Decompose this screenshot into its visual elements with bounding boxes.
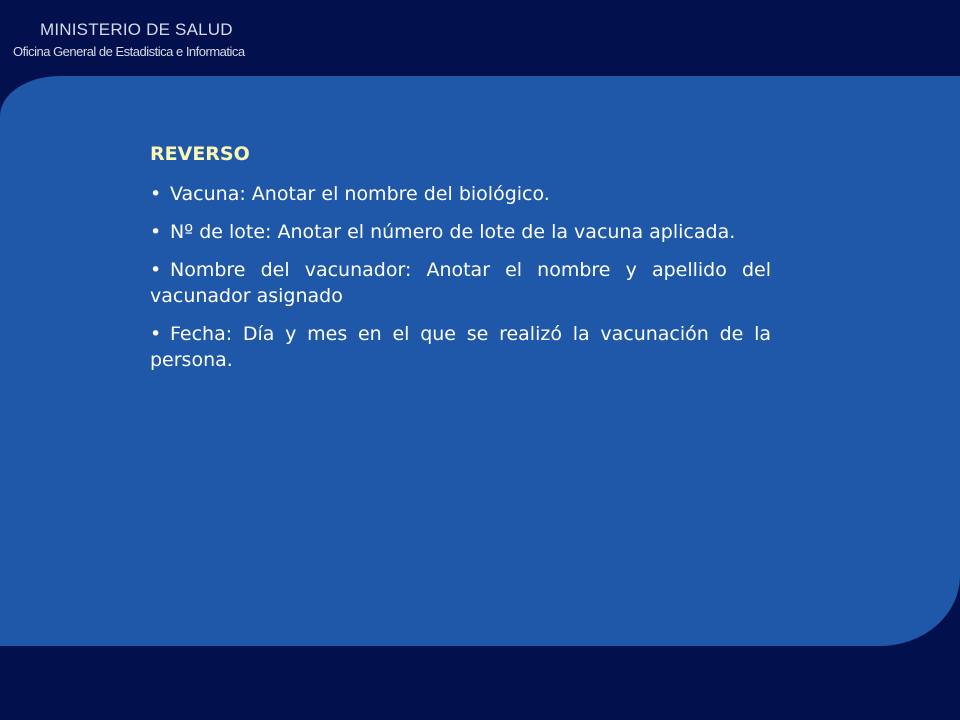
bullet-text: Fecha: Día y mes en el que se realizó la vacunación de la persona. (150, 323, 771, 371)
bullet-text: Vacuna: Anotar el nombre del biológico. (170, 183, 550, 205)
bullet-item-lote (150, 219, 771, 245)
bullet-dot: • (150, 259, 162, 281)
bullet-dot: • (150, 183, 162, 205)
org-title: MINISTERIO DE SALUD (40, 20, 233, 39)
organization-header (13, 20, 245, 60)
section-heading: REVERSO (150, 143, 250, 165)
org-subtitle: Oficina General de Estadistica e Informatica (13, 44, 245, 59)
bullet-item-vacunador (150, 257, 771, 309)
bullet-item-vacuna (150, 181, 771, 207)
bullet-dot: • (150, 323, 162, 345)
bullet-text: Nº de lote: Anotar el número de lote de la vacuna aplicada. (170, 221, 736, 243)
bullet-text: Nombre del vacunador: Anotar el nombre y apellido del vacunador asignado (150, 259, 771, 307)
bullet-dot: • (150, 221, 162, 243)
bullet-item-fecha (150, 321, 771, 373)
slide-content (150, 141, 771, 385)
